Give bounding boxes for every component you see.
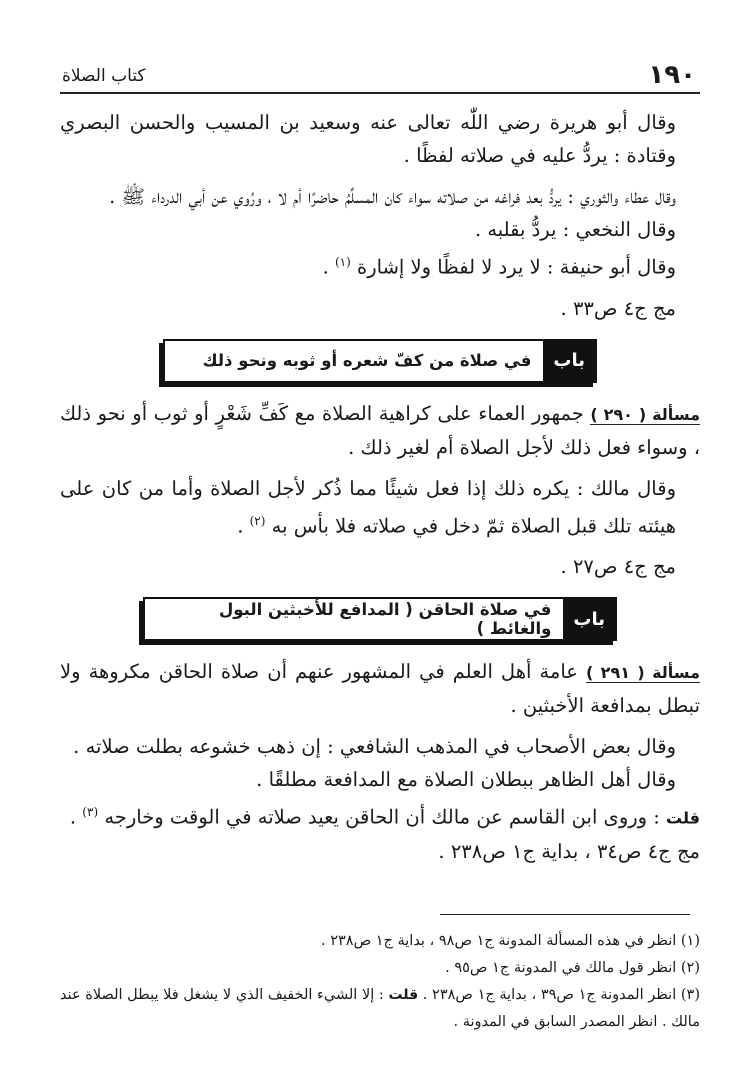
footnote-3-qult: قلت xyxy=(388,987,419,1003)
chapter-heading-1 xyxy=(163,339,597,383)
masala-291-text: عامة أهل العلم في المشهور عنهم أن صلاة الحاقن مكروهة ولا تبطل بمدافعة الأخبثين . xyxy=(60,660,700,717)
reference-line-1: مج ج٤ ص٣٣ . xyxy=(560,296,676,320)
footnote-ref-3[interactable]: (٣) xyxy=(82,805,99,819)
chapter-title-1: في صلاة من كفّ شعره أو ثوبه ونحو ذلك xyxy=(202,351,532,370)
footnote-3-part-a: (٣) انظر المدونة ج١ ص٣٩ ، بداية ج١ ص٢٣٨ . xyxy=(418,987,700,1003)
footnote-separator xyxy=(440,914,690,915)
running-head: كتاب الصلاة xyxy=(62,66,146,86)
page-header xyxy=(60,62,700,94)
footnote-ref-2[interactable]: (٢) xyxy=(249,513,266,528)
reference-line-2: مج ج٤ ص٢٧ . xyxy=(560,555,676,578)
chapter-label-1: باب xyxy=(543,341,595,381)
masala-label-290: مسألة ( ٢٩٠ ) xyxy=(590,404,701,424)
qult-end: . xyxy=(69,805,83,829)
qult-label: قلت xyxy=(666,808,700,828)
malik-text: وقال مالك : يكره ذلك إذا فعل شيئًا مما ذُكر لأجل الصلاة وأما من كان على هيئته تلك قبل الصلاة ثمّ دخل في صلاته فلا بأس به xyxy=(60,476,676,537)
footnote-1: (١) انظر في هذه المسألة المدونة ج١ ص٩٨ ، بداية ج١ ص٢٣٨ . xyxy=(320,933,700,949)
footnote-3 xyxy=(60,982,700,1036)
masala-290-text: جمهور العماء على كراهية الصلاة مع كَفِّ شَعْرٍ أو ثوب أو نحو ذلك ، وسواء فعل ذلك لأجل الصلاة أم لغير ذلك . xyxy=(60,401,700,459)
chapter-label-2: باب xyxy=(563,599,615,639)
paragraph-qult xyxy=(60,796,700,835)
footnote-2: (٢) انظر قول مالك في المدونة ج١ ص٩٥ . xyxy=(445,960,700,976)
paragraph-masala-291 xyxy=(60,655,700,722)
masala-label-291: مسألة ( ٢٩١ ) xyxy=(585,663,700,682)
book-page xyxy=(60,62,700,1062)
abu-hanifa-text: وقال أبو حنيفة : لا يرد لا لفظًا ولا إشارة xyxy=(357,255,676,279)
qult-text: : وروى ابن القاسم عن مالك أن الحاقن يعيد صلاته في الوقت وخارجه xyxy=(104,805,667,829)
malik-end: . xyxy=(237,514,250,537)
abu-hanifa-end: . xyxy=(322,255,335,279)
paragraph-abu-hurayra: وقال أبو هريرة رضي اللّٰه تعالى عنه وسعيد بن المسيب والحسن البصري وقتادة : يردُّ عليه في صلاته لفظًا . xyxy=(60,111,676,167)
page-number: ١٩٠ xyxy=(648,60,696,90)
footnote-ref-1[interactable]: (١) xyxy=(334,255,351,269)
paragraph-nakhai: وقال النخعي : يردُّ بقلبه . xyxy=(474,218,676,241)
reference-line-3: مج ج٤ ص٣٤ ، بداية ج١ ص٢٣٨ . xyxy=(438,839,700,863)
chapter-heading-2 xyxy=(143,597,617,641)
paragraph-malik xyxy=(60,472,700,543)
chapter-title-2: في صلاة الحاقن ( المدافع للأخبثين البول والغائط ) xyxy=(218,600,552,638)
paragraph-masala-290 xyxy=(60,397,700,464)
paragraph-ata-thawri: وقال عطاء والثوري : يردُّ بعد فراغه من صلاته سواء كان المسلِّمُ حاضرًا أم لا ، ورُوي عن أبي الدرداء ﷺ . xyxy=(109,185,676,208)
paragraph-zahiri: وقال أهل الظاهر ببطلان الصلاة مع المدافعة مطلقًا . xyxy=(256,768,676,791)
paragraph-shafii: وقال بعض الأصحاب في المذهب الشافعي : إن ذهب خشوعه بطلت صلاته . xyxy=(73,735,676,758)
paragraph-abu-hanifa xyxy=(60,246,700,284)
footnote-3-part-b: : إلا الشيء الخفيف الذي لا يشغل فلا يبطل الصلاة عند مالك . انظر المصدر السابق في المدونة . xyxy=(60,987,700,1030)
footnotes xyxy=(60,928,700,1036)
